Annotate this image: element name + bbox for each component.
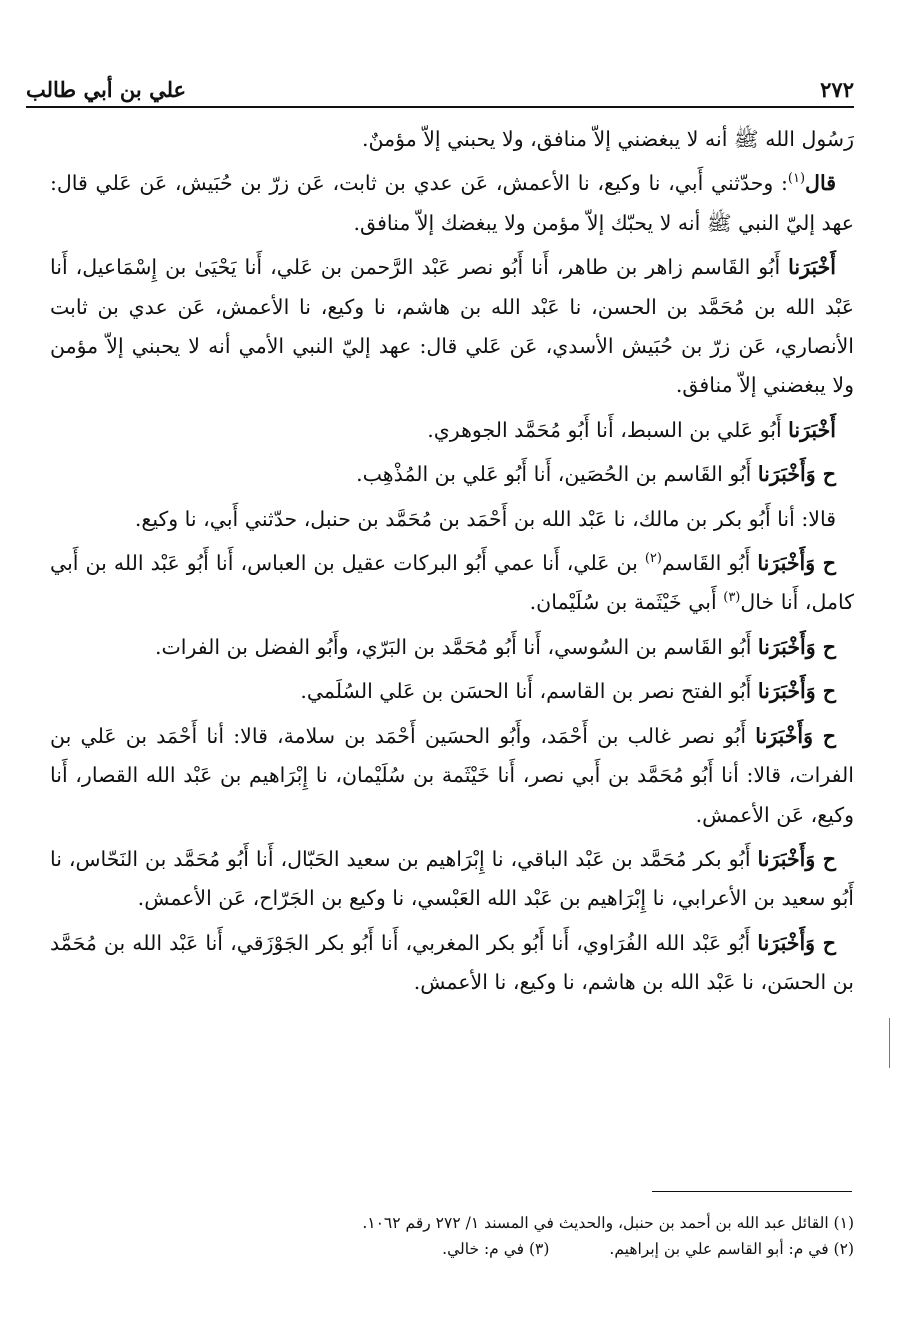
paragraph-text: أَبُو القَاسم بن السُوسي، أَنا أَبُو مُحَمَّد بن البَرّي، وأَبُو الفضل بن الفرات. bbox=[154, 634, 758, 659]
paragraph bbox=[50, 628, 854, 667]
keyword: أَخْبَرَنا bbox=[788, 255, 836, 280]
running-header bbox=[26, 62, 854, 108]
paragraph-text: أَبُو القَاسم زاهر بن طاهر، أَنا أَبُو نصر عَبْد الرَّحمن بن عَلي، أَنا يَحْيَىٰ بن إِسْمَاعيل، أَنا عَبْد الله بن مُحَمَّد بن الحسن، نا عَبْد الله بن هاشم، نا وكيع، نا الأعمش، عَن عدي بن ثابت الأنصاري، عَن زرّ بن حُبَيش الأسدي، عَن عَلي قال: عهد إليّ النبي الأمي أنه لا يحبني إلاّ مؤمن ولا يبغضني إلاّ منافق. bbox=[50, 255, 854, 398]
keyword: ح وَأَخْبَرَنا bbox=[757, 462, 836, 487]
paragraph-text: أَبُو القَاسم بن الحُصَين، أَنا أَبُو عَلي بن المُذْهِب. bbox=[356, 462, 758, 487]
paragraph-text: أَبي خَيْثَمة بن سُلَيْمان. bbox=[529, 590, 724, 615]
keyword: ح وَأَخْبَرَنا bbox=[757, 930, 836, 955]
paragraph-text: أَبُو عَلي بن السبط، أَنا أَبُو مُحَمَّد الجوهري. bbox=[427, 417, 789, 442]
footnote-1: (١) القائل عبد الله بن أحمد بن حنبل، والحديث في المسند ١/ ٢٧٢ رقم ١٠٦٢. bbox=[362, 1214, 854, 1232]
paragraph bbox=[50, 411, 854, 450]
keyword: ح وَأَخْبَرَنا bbox=[757, 551, 836, 576]
main-text bbox=[50, 120, 854, 1008]
paragraph bbox=[50, 544, 854, 623]
footnote-3: (٣) في م: خالي. bbox=[442, 1240, 550, 1258]
paragraph bbox=[50, 924, 854, 1003]
paragraph bbox=[50, 840, 854, 919]
keyword: قال bbox=[805, 171, 836, 196]
footnote-ref: (٣) bbox=[723, 590, 741, 606]
paragraph bbox=[50, 455, 854, 494]
paragraph-text: بن عَلي، أَنا عمي أَبُو البركات عقيل بن العباس، أَنا أَبُو عَبْد الله بن أَبي كامل، أَنا خال bbox=[50, 551, 854, 615]
keyword: أَخْبَرَنا bbox=[788, 417, 836, 442]
paragraph bbox=[50, 248, 854, 406]
footnote-divider bbox=[652, 1191, 852, 1192]
paragraph-text: رَسُول الله ﷺ أنه لا يبغضني إلاّ منافق، ولا يحبني إلاّ مؤمنٌ. bbox=[362, 127, 854, 151]
header-title: علي بن أبي طالب bbox=[26, 77, 187, 102]
paragraph bbox=[50, 164, 854, 243]
footnote-2: (٢) في م: أبو القاسم علي بن إبراهيم. bbox=[609, 1240, 854, 1258]
keyword: ح وَأَخْبَرَنا bbox=[757, 679, 836, 704]
footnote-ref: (١) bbox=[787, 171, 806, 187]
margin-mark bbox=[889, 1018, 890, 1068]
page-number: ٢٧٢ bbox=[820, 77, 854, 102]
paragraph-text: أَبُو الفتح نصر بن القاسم، أَنا الحسَن بن عَلي السُلَمي. bbox=[300, 679, 758, 704]
paragraph-text: أَبُو نصر غالب بن أَحْمَد، وأَبُو الحسَين أَحْمَد بن سلامة، قالا: أنا أَحْمَد بن عَلي بن الفرات، قالا: أنا أَبُو مُحَمَّد بن أَبي نصر، أَنا خَيْثَمة بن سُلَيْمان، نا إِبْرَاهيم بن عَبْد الله القصار، أَنا وكيع، عَن الأعمش. bbox=[50, 723, 854, 827]
paragraph-text: : وحدّثني أَبي، نا وكيع، نا الأعمش، عَن عدي بن ثابت، عَن زرّ بن حُبَيش، عَن عَلي قال: عهد إليّ النبي ﷺ أنه لا يحبّك إلاّ مؤمن ولا يبغضك إلاّ منافق. bbox=[50, 171, 854, 235]
paragraph-text: أَبُو عَبْد الله الفُرَاوي، أَنا أَبُو بكر المغربي، أَنا أَبُو بكر الجَوْزَقي، أَنا عَبْد الله بن مُحَمَّد بن الحسَن، نا عَبْد الله بن هاشم، نا وكيع، نا الأعمش. bbox=[50, 930, 854, 995]
footnote-ref: (٢) bbox=[644, 551, 662, 567]
footnote-line bbox=[50, 1236, 854, 1262]
paragraph-text: أَبُو القَاسم bbox=[661, 551, 758, 576]
keyword: ح وَأَخْبَرَنا bbox=[757, 634, 836, 659]
keyword: ح وَأَخْبَرَنا bbox=[755, 723, 836, 748]
paragraph bbox=[50, 672, 854, 711]
paragraph bbox=[50, 717, 854, 835]
footnotes bbox=[50, 1210, 854, 1262]
paragraph-text: قالا: أنا أَبُو بكر بن مالك، نا عَبْد الله بن أَحْمَد بن مُحَمَّد بن حنبل، حدّثني أَبي، نا وكيع. bbox=[134, 506, 836, 531]
paragraph bbox=[50, 500, 854, 539]
paragraph-text: أَبُو بكر مُحَمَّد بن عَبْد الباقي، نا إِبْرَاهيم بن سعيد الحَبّال، أَنا أَبُو مُحَمَّد بن النَحّاس، نا أَبُو سعيد بن الأعرابي، نا إِبْرَاهيم بن عَبْد الله العَبْسي، نا وكيع بن الجَرّاح، عَن الأعمش. bbox=[50, 846, 854, 911]
keyword: ح وَأَخْبَرَنا bbox=[757, 846, 837, 871]
paragraph bbox=[50, 120, 854, 159]
